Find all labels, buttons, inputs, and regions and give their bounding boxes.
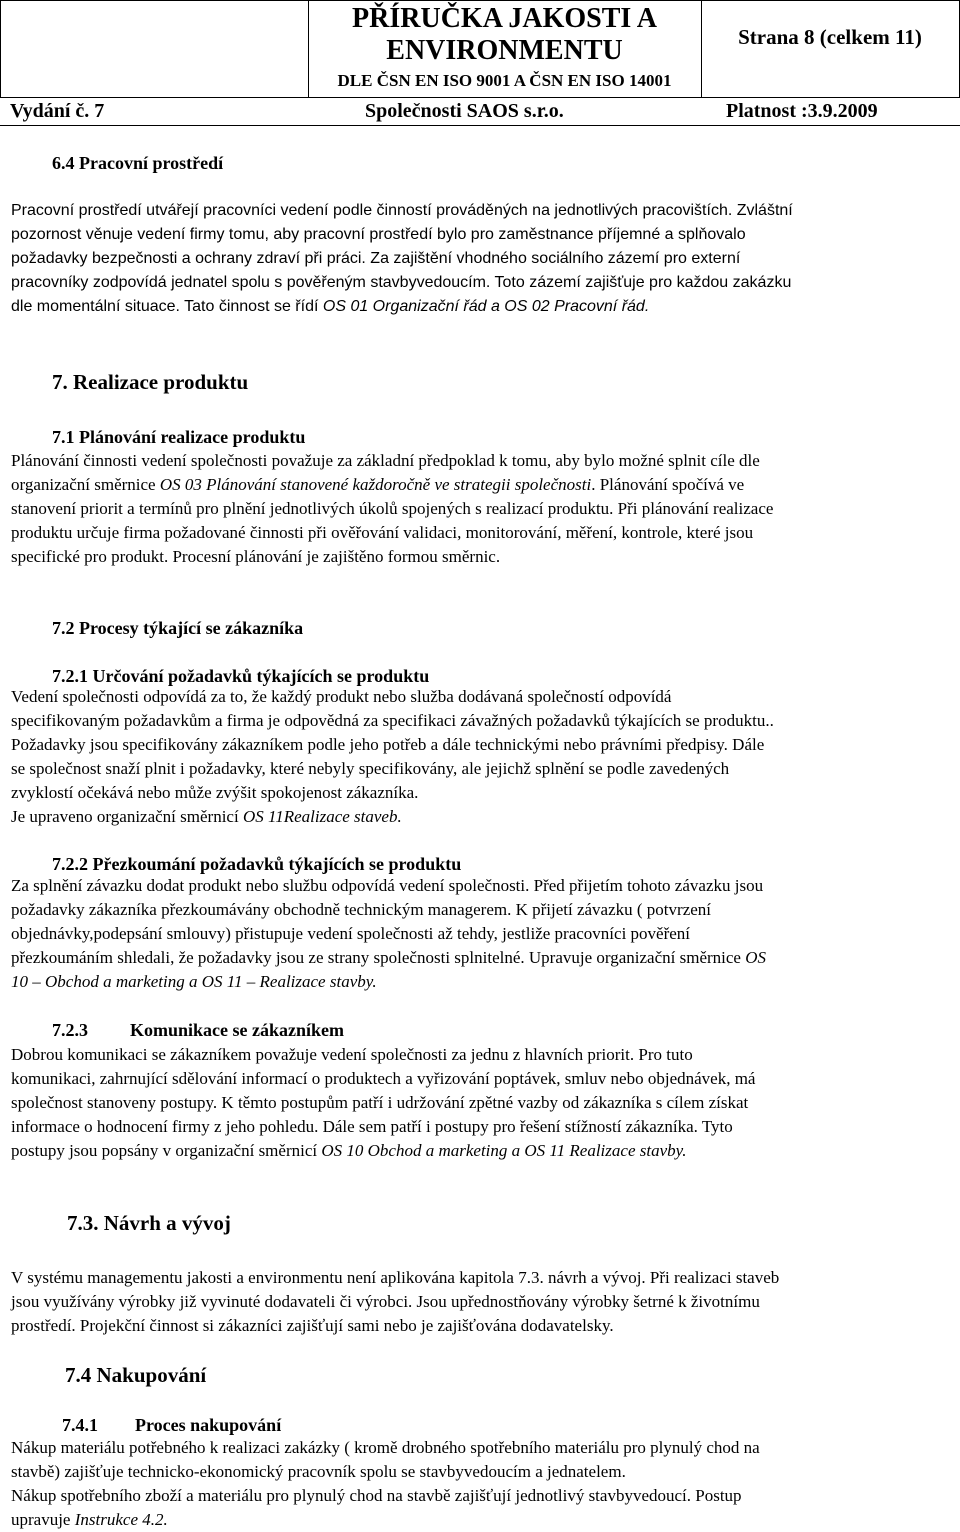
p64-line1: Pracovní prostředí utvářejí pracovníci vedení podle činností prováděných na jednotlivých pracovištích. Zvláštní bbox=[11, 202, 793, 219]
p71-line2b: . Plánování spočívá ve bbox=[591, 475, 745, 494]
document-header bbox=[0, 0, 960, 126]
p722-line5-ref: 10 – Obchod a marketing a OS 11 – Realizace stavby. bbox=[11, 972, 377, 991]
p722-line3: objednávky,podepsání smlouvy) přistupuje vedení společnosti až tehdy, jestliže pracovníci pověření bbox=[11, 924, 691, 943]
header-company: Společnosti SAOS s.r.o. bbox=[365, 100, 564, 122]
heading-7-2-3-title: Komunikace se zákazníkem bbox=[130, 1020, 344, 1040]
heading-7-2: 7.2 Procesy týkající se zákazníka bbox=[52, 618, 304, 638]
p64-line3: požadavky bezpečnosti a ochrany zdraví při práci. Za zajištění vhodného sociálního zázemí pro externí bbox=[11, 250, 741, 267]
p64-line2: pozornost věnuje vedení firmy tomu, aby pracovní prostředí bylo pro zaměstnance příjemné a splňovalo bbox=[11, 226, 746, 243]
p723-line2: komunikaci, zahrnující sdělování informací o produktech a vyřizování poptávek, smluv nebo objednávek, má bbox=[11, 1069, 756, 1088]
heading-6-4: 6.4 Pracovní prostředí bbox=[52, 153, 224, 173]
p71-line4: produktu určuje firma požadované činnosti při ověřování validaci, monitorování, měření, kontrole, které jsou bbox=[11, 523, 754, 542]
p721-line6a: Je upraveno organizační směrnicí bbox=[11, 807, 243, 826]
p71-line2-ref: OS 03 Plánování stanovené každoročně ve strategii společnosti bbox=[159, 475, 592, 494]
p71-line3: stanovení priorit a termínů pro plnění jednotlivých úkolů spojených s realizací produktu. Při plánování realizace bbox=[11, 499, 774, 518]
heading-7: 7. Realizace produktu bbox=[52, 370, 249, 394]
heading-7-2-2: 7.2.2 Přezkoumání požadavků týkajících se produktu bbox=[52, 854, 462, 874]
heading-7-3: 7.3. Návrh a vývoj bbox=[67, 1211, 231, 1235]
paragraph-7-2-2 bbox=[11, 874, 951, 994]
header-title-line1: PŘÍRUČKA JAKOSTI A bbox=[352, 3, 657, 34]
p721-line6-ref: OS 11Realizace staveb. bbox=[242, 807, 402, 826]
p723-line5-ref: OS 10 Obchod a marketing a OS 11 Realizace stavby. bbox=[321, 1141, 687, 1160]
p721-line6 bbox=[11, 805, 951, 829]
p71-line2a: organizační směrnice bbox=[11, 475, 160, 494]
p721-line2: specifikovaným požadavkům a firma je odpovědná za specifikaci závažných požadavků týkajících se produktu.. bbox=[11, 711, 774, 730]
p73-line1: V systému managementu jakosti a environmentu není aplikována kapitola 7.3. návrh a vývoj. Při realizaci staveb bbox=[11, 1268, 780, 1287]
heading-7-4-1-title: Proces nakupování bbox=[135, 1415, 282, 1435]
p722-line4-ref: OS bbox=[745, 948, 767, 967]
p71-line5: specifické pro produkt. Procesní plánování je zajištěno formou směrnic. bbox=[11, 547, 501, 566]
p64-line5-text: dle momentální situace. Tato činnost se řídí bbox=[11, 298, 323, 315]
p741-line1: Nákup materiálu potřebného k realizaci zakázky ( kromě drobného spotřebního materiálu pro plynulý chod na bbox=[11, 1438, 760, 1457]
header-validity: Platnost :3.9.2009 bbox=[726, 100, 878, 122]
paragraph-7-3 bbox=[11, 1266, 951, 1338]
p722-line1: Za splnění závazku dodat produkt nebo službu odpovídá vedení společnosti. Před přijetím tohoto závazku jsou bbox=[11, 876, 764, 895]
p64-line5 bbox=[11, 295, 951, 319]
paragraph-7-2-1 bbox=[11, 685, 951, 829]
p71-line2 bbox=[11, 473, 951, 497]
heading-7-2-1: 7.2.1 Určování požadavků týkajících se produktu bbox=[52, 666, 430, 686]
p721-line3: Požadavky jsou specifikovány zákazníkem podle jeho potřeb a dále technickými nebo právními předpisy. Dále bbox=[11, 735, 765, 754]
paragraph-7-4-1 bbox=[11, 1436, 951, 1532]
p64-reference: OS 01 Organizační řád a OS 02 Pracovní řád. bbox=[322, 298, 650, 315]
p741-line4 bbox=[11, 1508, 951, 1532]
p723-line5 bbox=[11, 1139, 951, 1163]
header-edition: Vydání č. 7 bbox=[10, 100, 105, 122]
heading-7-2-3-number: 7.2.3 bbox=[52, 1020, 88, 1040]
header-title-line2: ENVIRONMENTU bbox=[386, 35, 623, 66]
heading-7-4-1-number: 7.4.1 bbox=[62, 1415, 98, 1435]
header-title-line3: DLE ČSN EN ISO 9001 A ČSN EN ISO 14001 bbox=[337, 71, 672, 90]
p73-line3: prostředí. Projekční činnost si zákazníci zajišťují sami nebo je zajišťována dodavatelsky. bbox=[11, 1316, 614, 1335]
p723-line3: společnost stanoveny postupy. K těmto postupům patří i udržování zpětné vazby od zákazníka s cílem získat bbox=[11, 1093, 749, 1112]
p723-line5a: postupy jsou popsány v organizační směrnicí bbox=[11, 1141, 322, 1160]
p741-line3: Nákup spotřebního zboží a materiálu pro plynulý chod na stavbě zajišťují jednotlivý stavbyvedoucí. Postup bbox=[11, 1486, 742, 1505]
header-page-number: Strana 8 (celkem 11) bbox=[738, 25, 922, 49]
paragraph-6-4 bbox=[11, 199, 951, 319]
heading-7-1: 7.1 Plánování realizace produktu bbox=[52, 427, 306, 447]
p741-line4-ref: Instrukce 4.2. bbox=[74, 1510, 168, 1529]
p722-line4 bbox=[11, 946, 951, 970]
heading-7-4: 7.4 Nakupování bbox=[65, 1363, 207, 1387]
p721-line1: Vedení společnosti odpovídá za to, že každý produkt nebo služba dodávaná společností odpovídá bbox=[11, 687, 672, 706]
p723-line1: Dobrou komunikaci se zákazníkem považuje vedení společnosti za jednu z hlavních priorit. Pro tuto bbox=[11, 1045, 693, 1064]
p721-line5: zvyklostí očekává nebo může zvýšit spokojenost zákazníka. bbox=[11, 783, 419, 802]
p64-line4: pracovníky zodpovídá jednatel spolu s pověřeným stavbyvedoucím. Toto zázemí zajišťuje pro každou zakázku bbox=[11, 274, 792, 291]
p73-line2: jsou využívány výrobky již vyvinuté dodavateli či výrobci. Jsou upřednostňovány výrobky šetrné k životnímu bbox=[11, 1292, 760, 1311]
p741-line2: stavbě) zajišťuje technicko-ekonomický pracovník spolu se stavbyvedoucím a jednatelem. bbox=[11, 1462, 626, 1481]
p722-line5 bbox=[11, 970, 951, 994]
p722-line4a: přezkoumáním shledali, že požadavky jsou ze strany společnosti splnitelné. Upravuje organizační směrnice bbox=[11, 948, 746, 967]
p741-line4a: upravuje bbox=[11, 1510, 75, 1529]
paragraph-7-2-3 bbox=[11, 1043, 951, 1163]
p71-line1: Plánování činnosti vedení společnosti považuje za základní předpoklad k tomu, aby bylo možné splnit cíle dle bbox=[11, 451, 760, 470]
p721-line4: se společnost snaží plnit i požadavky, které nebyly specifikovány, ale jejichž splnění se podle zavedených bbox=[11, 759, 730, 778]
p722-line2: požadavky zákazníka přezkoumávány obchodně technickým managerem. K přijetí závazku ( potvrzení bbox=[11, 900, 712, 919]
paragraph-7-1 bbox=[11, 449, 951, 569]
p723-line4: informace o hodnocení firmy z jeho pohledu. Dále sem patří i postupy pro řešení stížností zákazníka. Tyto bbox=[11, 1117, 733, 1136]
